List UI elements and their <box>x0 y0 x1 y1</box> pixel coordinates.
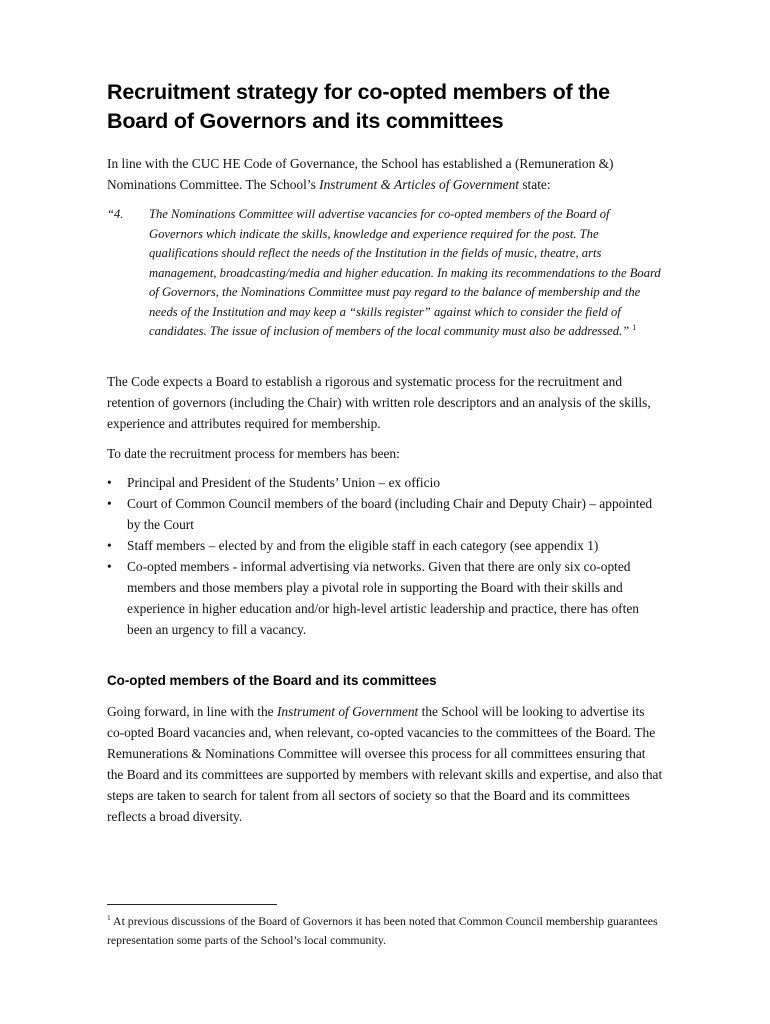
title-line-1: Recruitment strategy for co-opted members of the <box>107 80 610 104</box>
intro-text-1: In line with the CUC HE Code of Governance, the School has established a (Remuneration &) Nominations Committee. The School’s <box>107 156 614 192</box>
bullet-icon: • <box>107 558 112 574</box>
to-date-paragraph: To date the recruitment process for members has been: <box>107 445 400 461</box>
document-body <box>107 78 663 827</box>
bullet-icon: • <box>107 474 112 490</box>
quote-text-block <box>149 205 663 342</box>
title-line-2: Board of Governors and its committees <box>107 109 504 133</box>
intro-text-2: state: <box>518 177 551 192</box>
footnote-marker: 1 <box>107 913 111 923</box>
document-title <box>107 78 663 136</box>
list-item <box>107 472 663 493</box>
list-item <box>107 556 663 640</box>
footnote <box>107 912 667 950</box>
quote-text: The Nominations Committee will advertise vacancies for co-opted members of the Board of Governors which indicate the skills, knowledge and experience required for the post. The qualifications should reflect the needs of the Institution in the fields of music, theatre, arts management, broadcasting/media and higher education. In making its recommendations to the Board of Governors, the Nominations Committee must pay regard to the balance of membership and the needs of the Institution and may keep a “skills register” against which to consider the field of candidates. The issue of inclusion of members of the local community must also be addressed.” <box>149 207 661 338</box>
list-item-text: Staff members – elected by and from the eligible staff in each category (see appendix 1) <box>127 537 599 553</box>
list-item-text: Principal and President of the Students’ Union – ex officio <box>127 474 441 490</box>
list-item <box>107 493 663 535</box>
section-paragraph <box>107 701 663 827</box>
section-text-1: Going forward, in line with the <box>107 703 277 719</box>
list-item-text: Co-opted members - informal advertising via networks. Given that there are only six co-opted members and those members play a pivotal role in supporting the Board with their skills and experience in higher education and/or high-level artistic leadership and practice, there has often been an urgency to fill a vacancy. <box>127 558 639 637</box>
section-italic: Instrument of Government <box>276 703 419 719</box>
footnote-text: At previous discussions of the Board of Governors it has been noted that Common Council membership guarantees representation some parts of the School’s local community. <box>107 914 658 947</box>
footnote-divider <box>107 904 277 905</box>
quote-number: “4. <box>107 207 124 221</box>
recruitment-process-list <box>107 472 663 640</box>
footnote-reference[interactable]: 1 <box>632 322 637 332</box>
intro-italic: Instrument & Articles of Government <box>319 177 519 192</box>
list-item <box>107 535 663 556</box>
bullet-icon: • <box>107 495 112 511</box>
code-paragraph: The Code expects a Board to establish a rigorous and systematic process for the recruitment and retention of governors (including the Chair) with written role descriptors and an analysis of the skills, experience and attributes required for membership. <box>107 373 651 431</box>
intro-paragraph <box>107 153 663 195</box>
section-text-2: the School will be looking to advertise its co-opted Board vacancies and, when relevant, co-opted vacancies to the committees of the Board. The Remunerations & Nominations Committee will oversee this process for all committees ensuring that the Board and its committees are supported by members with relevant skills and expertise, and also that steps are taken to search for talent from all sectors of society so that the Board and its committees reflects a broad diversity. <box>107 703 663 824</box>
section-heading: Co-opted members of the Board and its committees <box>107 672 437 688</box>
bullet-icon: • <box>107 537 112 553</box>
list-item-text: Court of Common Council members of the board (including Chair and Deputy Chair) – appointed by the Court <box>127 495 653 532</box>
quoted-article <box>107 205 663 342</box>
